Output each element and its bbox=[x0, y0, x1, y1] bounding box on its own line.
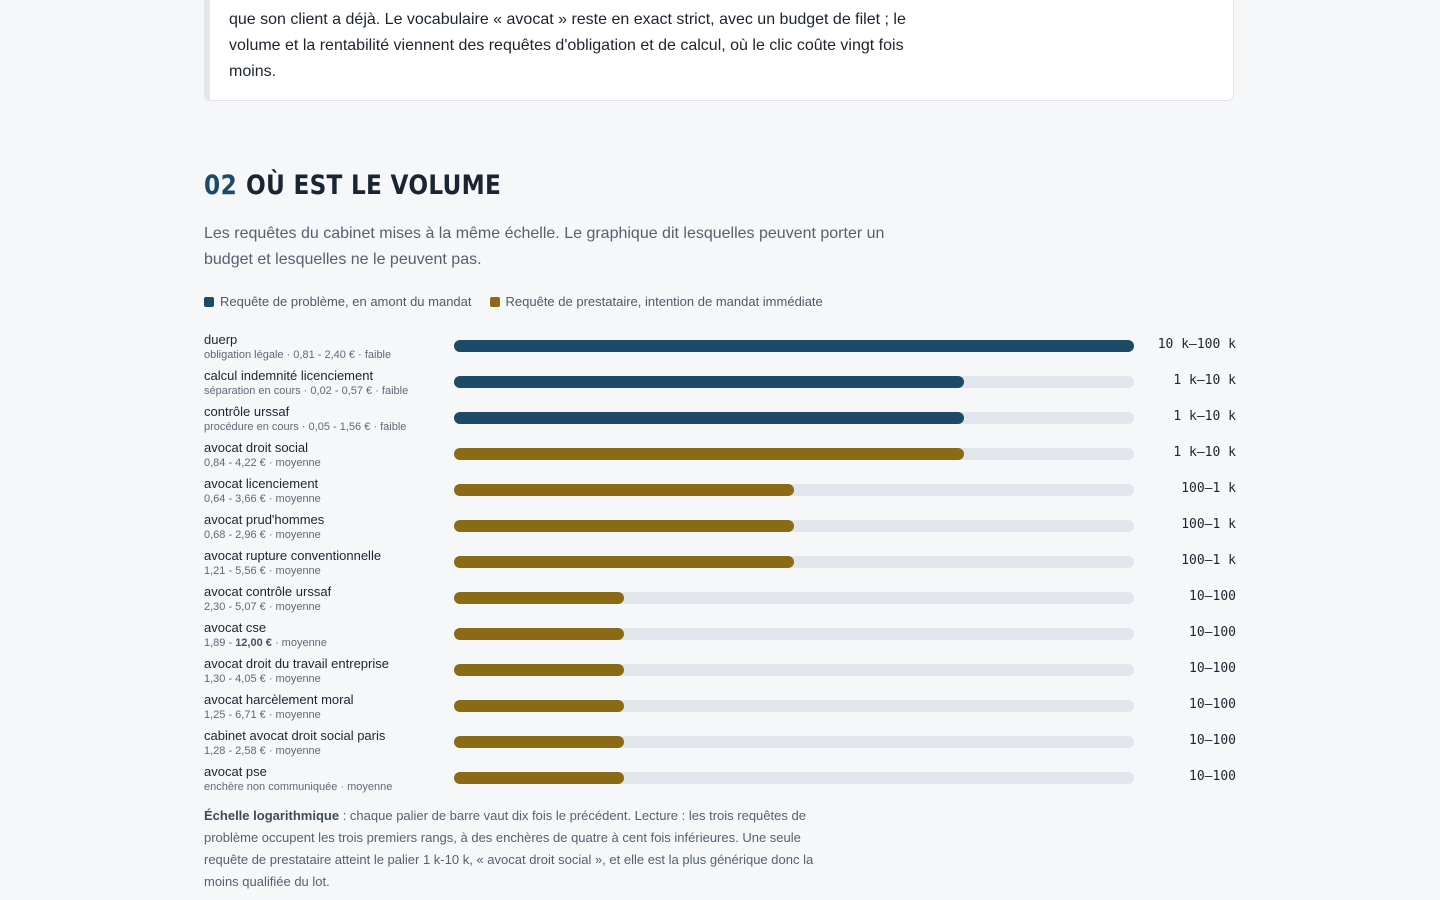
chart-row bbox=[204, 690, 1236, 726]
legend-label-prestataire: Requête de prestataire, intention de mandat immédiate bbox=[505, 294, 823, 309]
legend-label-probleme: Requête de problème, en amont du mandat bbox=[220, 294, 472, 309]
bar-fill bbox=[454, 412, 964, 424]
bar-track bbox=[454, 700, 1134, 712]
bar-fill bbox=[454, 484, 794, 496]
footnote-bold: Échelle logarithmique bbox=[204, 808, 340, 823]
legend-item-probleme bbox=[204, 294, 472, 309]
row-meta: séparation en cours · 0,02 - 0,57 € · faible bbox=[204, 385, 409, 397]
row-label: avocat droit social bbox=[204, 440, 309, 455]
row-meta-bold: 12,00 € bbox=[235, 637, 272, 649]
row-label: avocat rupture conventionnelle bbox=[204, 548, 382, 563]
quote-accent-bar bbox=[205, 0, 210, 100]
bar-fill bbox=[454, 736, 624, 748]
section-lead: Les requêtes du cabinet mises à la même échelle. Le graphique dit lesquelles peuvent porter un budget et lesquelles ne le peuvent pas. bbox=[204, 225, 885, 268]
bar-track bbox=[454, 520, 1134, 532]
legend-swatch-prestataire bbox=[490, 297, 500, 307]
chart-footnote bbox=[204, 805, 824, 893]
row-range-label: 100–1 k bbox=[1181, 553, 1236, 568]
chart-row bbox=[204, 402, 1236, 438]
row-meta: 1,21 - 5,56 € · moyenne bbox=[204, 565, 321, 577]
bar-fill bbox=[454, 520, 794, 532]
bar-fill bbox=[454, 772, 624, 784]
section-title: OÙ EST LE VOLUME bbox=[246, 170, 502, 201]
chart-row bbox=[204, 582, 1236, 618]
chart-row bbox=[204, 726, 1236, 762]
quote-text: que son client a déjà. Le vocabulaire « avocat » reste en exact strict, avec un budget de filet ; le volume et la rentabilité viennent des requêtes d'obligation et de calcul, où le clic coûte vingt fois moins. bbox=[229, 11, 906, 80]
chart-legend bbox=[204, 294, 823, 309]
row-meta: procédure en cours · 0,05 - 1,56 € · faible bbox=[204, 421, 407, 433]
bar-track bbox=[454, 736, 1134, 748]
row-label: cabinet avocat droit social paris bbox=[204, 728, 386, 743]
bar-fill bbox=[454, 556, 794, 568]
quote-card bbox=[204, 0, 1234, 101]
row-label: avocat prud'hommes bbox=[204, 512, 325, 527]
section-number: 02 bbox=[204, 170, 238, 201]
row-meta: 1,28 - 2,58 € · moyenne bbox=[204, 745, 321, 757]
row-meta-post: · moyenne bbox=[271, 637, 327, 649]
bar-chart bbox=[204, 330, 1236, 798]
bar-fill bbox=[454, 376, 964, 388]
bar-fill bbox=[454, 700, 624, 712]
bar-track bbox=[454, 448, 1134, 460]
row-range-label: 1 k–10 k bbox=[1173, 409, 1236, 424]
row-label: avocat pse bbox=[204, 764, 267, 779]
bar-track bbox=[454, 628, 1134, 640]
bar-fill bbox=[454, 448, 964, 460]
row-range-label: 100–1 k bbox=[1181, 517, 1236, 532]
footnote-text: : chaque palier de barre vaut dix fois le précédent. Lecture : les trois requêtes de problème occupent les trois premiers rangs, à des enchères de quatre à cent fois inférieures. Une seule requête de prestataire atteint le palier 1 k-10 k, « avocat droit social », et elle est la plus générique donc la moins qualifiée du lot. bbox=[204, 808, 814, 889]
chart-row bbox=[204, 438, 1236, 474]
row-label: avocat licenciement bbox=[204, 476, 319, 491]
bar-track bbox=[454, 556, 1134, 568]
row-range-label: 10–100 bbox=[1189, 625, 1236, 640]
bar-fill bbox=[454, 628, 624, 640]
bar-track bbox=[454, 484, 1134, 496]
row-label: avocat harcèlement moral bbox=[204, 692, 354, 707]
row-meta: 1,25 - 6,71 € · moyenne bbox=[204, 709, 321, 721]
row-range-label: 10 k–100 k bbox=[1157, 337, 1236, 352]
row-meta: 2,30 - 5,07 € · moyenne bbox=[204, 601, 321, 613]
row-range-label: 10–100 bbox=[1189, 769, 1236, 784]
row-meta-pre: 1,89 - bbox=[204, 637, 236, 649]
chart-row bbox=[204, 366, 1236, 402]
row-range-label: 1 k–10 k bbox=[1173, 445, 1236, 460]
bar-fill bbox=[454, 340, 1134, 352]
section-heading bbox=[204, 170, 543, 210]
chart-row bbox=[204, 618, 1236, 654]
bar-track bbox=[454, 376, 1134, 388]
bar-fill bbox=[454, 592, 624, 604]
row-meta: enchère non communiquée · moyenne bbox=[204, 781, 393, 793]
row-meta: 1,30 - 4,05 € · moyenne bbox=[204, 673, 321, 685]
chart-row bbox=[204, 546, 1236, 582]
row-label: duerp bbox=[204, 332, 238, 347]
chart-row bbox=[204, 762, 1236, 798]
row-meta: 0,68 - 2,96 € · moyenne bbox=[204, 529, 321, 541]
row-label: avocat droit du travail entreprise bbox=[204, 656, 389, 671]
row-label: contrôle urssaf bbox=[204, 404, 290, 419]
bar-track bbox=[454, 340, 1134, 352]
row-label: avocat contrôle urssaf bbox=[204, 584, 332, 599]
chart-row bbox=[204, 654, 1236, 690]
bar-track bbox=[454, 664, 1134, 676]
chart-row bbox=[204, 474, 1236, 510]
legend-swatch-probleme bbox=[204, 297, 214, 307]
row-meta: 0,64 - 3,66 € · moyenne bbox=[204, 493, 321, 505]
bar-track bbox=[454, 412, 1134, 424]
bar-track bbox=[454, 592, 1134, 604]
row-range-label: 100–1 k bbox=[1181, 481, 1236, 496]
chart-row bbox=[204, 330, 1236, 366]
row-range-label: 10–100 bbox=[1189, 733, 1236, 748]
row-label: calcul indemnité licenciement bbox=[204, 368, 374, 383]
row-range-label: 10–100 bbox=[1189, 697, 1236, 712]
row-range-label: 10–100 bbox=[1189, 661, 1236, 676]
row-meta: 0,84 - 4,22 € · moyenne bbox=[204, 457, 321, 469]
row-meta bbox=[204, 637, 327, 649]
row-range-label: 10–100 bbox=[1189, 589, 1236, 604]
row-meta: obligation légale · 0,81 - 2,40 € · faible bbox=[204, 349, 392, 361]
legend-item-prestataire bbox=[490, 294, 823, 309]
chart-row bbox=[204, 510, 1236, 546]
row-label: avocat cse bbox=[204, 620, 267, 635]
row-range-label: 1 k–10 k bbox=[1173, 373, 1236, 388]
bar-fill bbox=[454, 664, 624, 676]
bar-track bbox=[454, 772, 1134, 784]
